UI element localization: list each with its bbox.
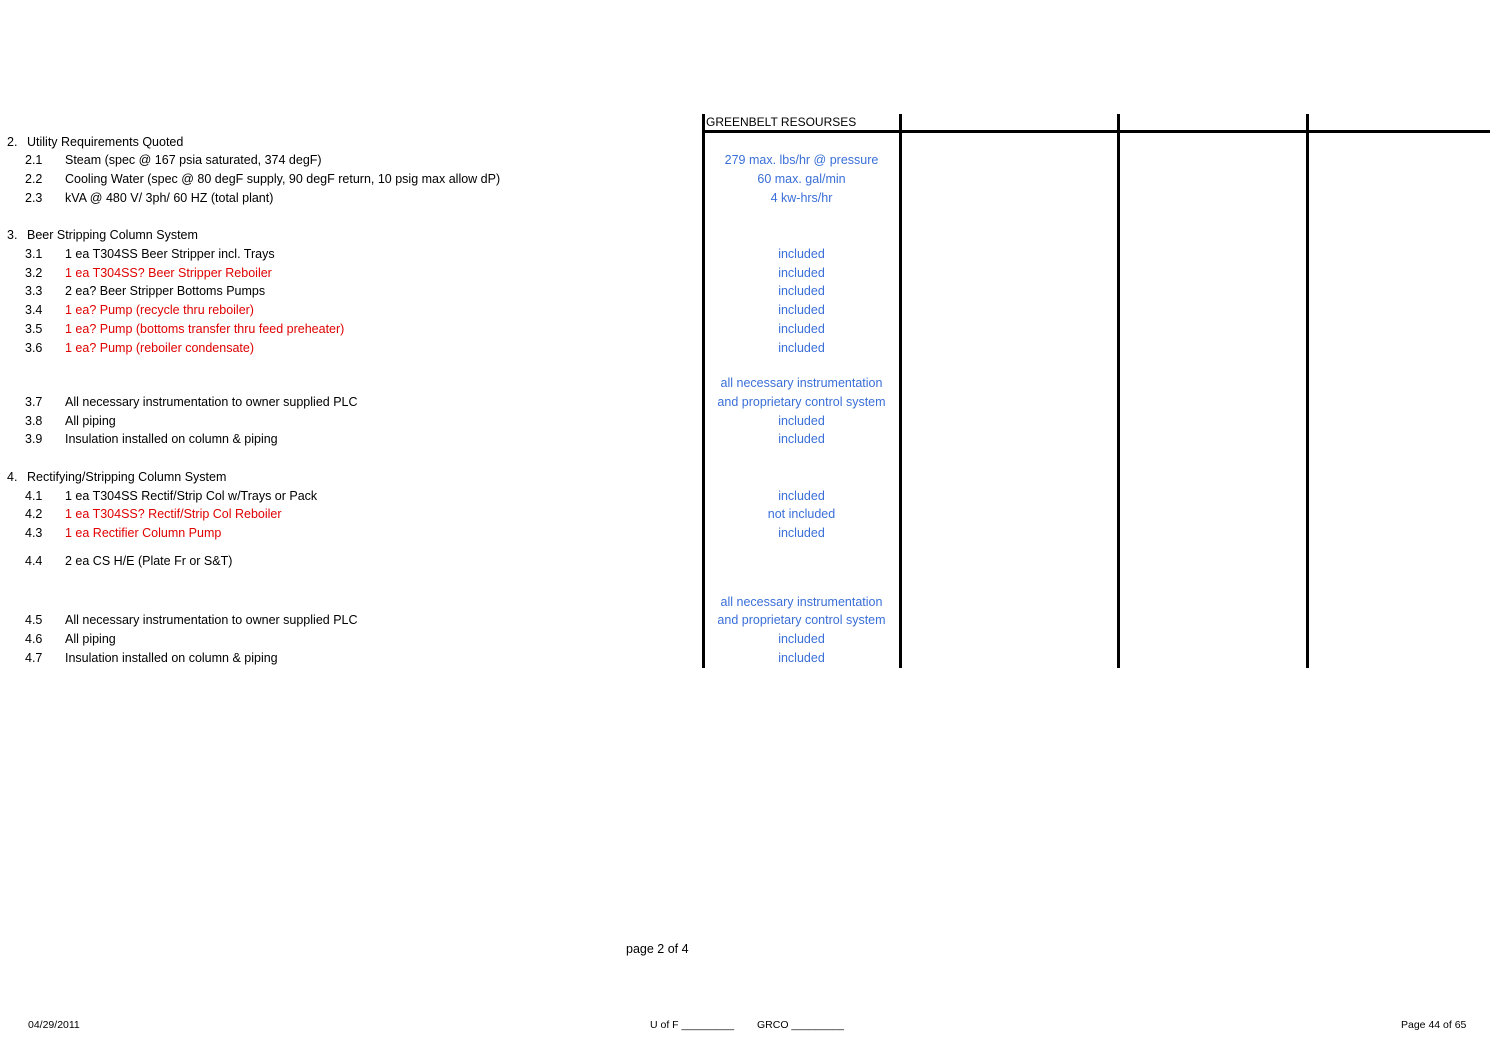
section-heading-3 (7, 226, 198, 244)
item-description: All necessary instrumentation to owner supplied PLC (65, 613, 358, 627)
item-description: 1 ea T304SS Beer Stripper incl. Trays (65, 247, 275, 261)
item-description: 1 ea Rectifier Column Pump (65, 526, 222, 540)
item-description: All necessary instrumentation to owner supplied PLC (65, 395, 358, 409)
item-number: 2.2 (25, 172, 43, 186)
item-description: Beer Stripping Column System (27, 228, 198, 242)
item-description: 1 ea T304SS? Beer Stripper Reboiler (65, 266, 272, 280)
table-row (0, 282, 700, 300)
item-number: 3.5 (25, 322, 43, 336)
item-description: 1 ea T304SS? Rectif/Strip Col Reboiler (65, 507, 282, 521)
quote-cell: 60 max. gal/min (757, 172, 846, 186)
footer-grco-signature: GRCO _________ (757, 1019, 844, 1031)
section-heading-4 (7, 468, 226, 486)
quote-cell: 279 max. lbs/hr @ pressure (724, 153, 879, 167)
table-row (0, 552, 700, 570)
item-description: Rectifying/Stripping Column System (27, 470, 227, 484)
quote-cell: included (778, 247, 825, 261)
item-description: 1 ea? Pump (reboiler condensate) (65, 341, 255, 355)
table-row (0, 151, 700, 169)
quote-cell: included (778, 432, 825, 446)
item-description: 1 ea T304SS Rectif/Strip Col w/Trays or Pack (65, 489, 318, 503)
item-description: 2 ea? Beer Stripper Bottoms Pumps (65, 284, 266, 298)
quote-cell: included (778, 526, 825, 540)
item-number: 4.5 (25, 613, 43, 627)
quote-cell: included (778, 284, 825, 298)
item-number: 3.9 (25, 432, 43, 446)
item-description: All piping (65, 632, 116, 646)
footer-uof-signature: U of F _________ (650, 1019, 735, 1031)
item-number: 2.3 (25, 191, 43, 205)
item-description: 1 ea? Pump (bottoms transfer thru feed preheater) (65, 322, 345, 336)
item-number: 3.3 (25, 284, 43, 298)
footer-date: 04/29/2011 (28, 1019, 80, 1031)
header-rule (703, 130, 1490, 133)
quote-cell: included (778, 303, 825, 317)
quote-cell: included (778, 632, 825, 646)
quote-cell: included (778, 414, 825, 428)
table-row (0, 505, 700, 523)
vendor-column-header: GREENBELT RESOURSES (706, 115, 857, 129)
item-description: 3. (7, 228, 18, 242)
section-heading-2 (7, 133, 183, 151)
table-row (0, 630, 700, 648)
item-number: 4.3 (25, 526, 43, 540)
quote-cell: and proprietary control system (717, 613, 886, 627)
table-row (0, 339, 700, 357)
item-number: 3.6 (25, 341, 43, 355)
quote-cell: included (778, 322, 825, 336)
item-description: Cooling Water (spec @ 80 degF supply, 90 degF return, 10 psig max allow dP) (65, 172, 501, 186)
item-number: 2.1 (25, 153, 43, 167)
item-description: 2. (7, 135, 18, 149)
item-number: 4.7 (25, 651, 43, 665)
quote-cell: 4 kw-hrs/hr (770, 191, 833, 205)
table-row (0, 430, 700, 448)
item-description: 2 ea CS H/E (Plate Fr or S&T) (65, 554, 233, 568)
item-number: 3.2 (25, 266, 43, 280)
table-row (0, 524, 700, 542)
item-number: 3.4 (25, 303, 43, 317)
item-description: kVA @ 480 V/ 3ph/ 60 HZ (total plant) (65, 191, 274, 205)
item-description: All piping (65, 414, 116, 428)
item-description: Steam (spec @ 167 psia saturated, 374 degF) (65, 153, 322, 167)
item-number: 3.1 (25, 247, 43, 261)
quote-cell: included (778, 489, 825, 503)
item-description: Utility Requirements Quoted (27, 135, 184, 149)
item-number: 4.2 (25, 507, 43, 521)
table-row (0, 264, 700, 282)
item-number: 4.4 (25, 554, 43, 568)
item-description: 4. (7, 470, 18, 484)
quote-cell-line1: all necessary instrumentation (720, 595, 883, 609)
page-indicator: page 2 of 4 (626, 942, 689, 956)
quote-cell: included (778, 341, 825, 355)
table-row (0, 189, 700, 207)
table-row (0, 320, 700, 338)
table-row (0, 170, 700, 188)
column-divider-4 (1306, 114, 1309, 668)
item-number: 4.1 (25, 489, 43, 503)
column-divider-3 (1117, 114, 1120, 668)
table-row (0, 412, 700, 430)
quote-cell: included (778, 266, 825, 280)
item-description: Insulation installed on column & piping (65, 651, 278, 665)
quote-cell: included (778, 651, 825, 665)
item-number: 4.6 (25, 632, 43, 646)
quote-cell: not included (767, 507, 836, 521)
footer-page-number: Page 44 of 65 (1401, 1019, 1467, 1031)
item-description: 1 ea? Pump (recycle thru reboiler) (65, 303, 254, 317)
item-description: Insulation installed on column & piping (65, 432, 278, 446)
quote-cell: and proprietary control system (717, 395, 886, 409)
table-row (0, 487, 700, 505)
table-row (0, 393, 700, 411)
table-row (0, 649, 700, 667)
quote-cell-line1: all necessary instrumentation (720, 376, 883, 390)
item-number: 3.8 (25, 414, 43, 428)
table-row (0, 301, 700, 319)
table-row (0, 245, 700, 263)
item-number: 3.7 (25, 395, 43, 409)
table-row (0, 611, 700, 629)
